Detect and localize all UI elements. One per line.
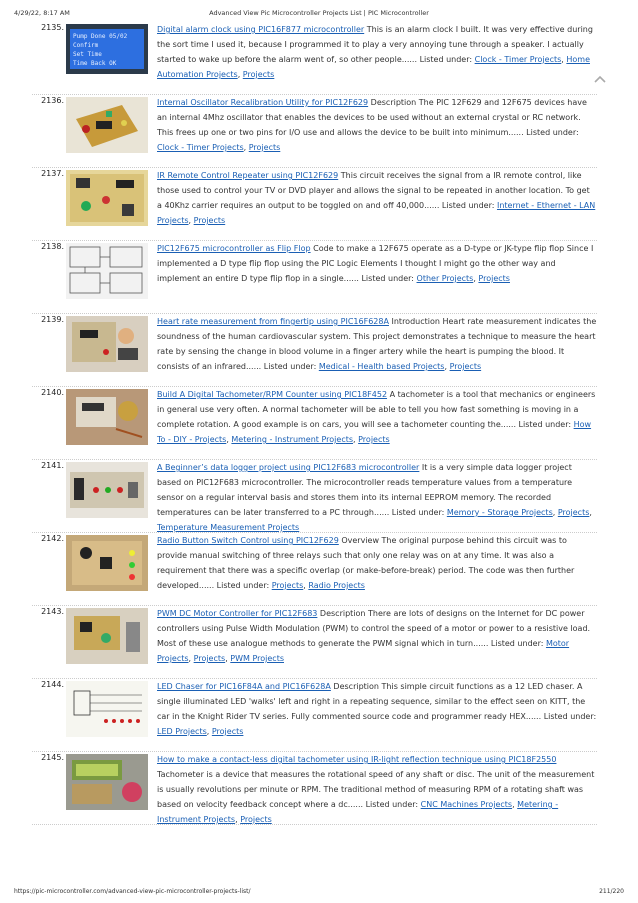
- category-link[interactable]: How To - DIY - Projects: [157, 420, 592, 444]
- category-link[interactable]: Temperature Measurement Projects: [157, 523, 300, 532]
- entry-description: This circuit receives the signal from a IR remote control, like those used to control your TV or DVD player and allows the signal to be repeated in another location. To get a 40Khz carrier requires an output to be toggled on and off 40,000...... Listed under:: [157, 171, 590, 210]
- category-link[interactable]: Projects: [358, 435, 390, 444]
- projects-list: [32, 22, 597, 825]
- entry-title-link[interactable]: Digital alarm clock using PIC16F877 microcontroller: [157, 25, 365, 34]
- list-item: [32, 460, 597, 533]
- category-link[interactable]: PWM Projects: [230, 654, 284, 663]
- entry-text: Digital alarm clock using PIC16F877 microcontroller This is an alarm clock I built. It was very effective during the sort time I used it, because I programmed it to play a very annoying tune through a speaker. I actually started to wake up before the alarm went of, so other people...... Listed under: Clock - Timer Projects, Home Automation Projects, Projects: [157, 25, 593, 79]
- lcd-line-3: Set Time: [73, 51, 102, 58]
- list-item: [32, 314, 597, 387]
- entry-title-link[interactable]: IR Remote Control Repeater using PIC12F629: [157, 171, 339, 180]
- entry-number: 2136.: [41, 96, 64, 105]
- list-item: [32, 533, 597, 606]
- entry-text: Build A Digital Tachometer/RPM Counter using PIC18F452 A tachometer is a tool that mechanics or engineers in general use very often. A normal tachometer will be able to tell you how fast something is moving in a complete rotation. A good example is on cars, you will see a tachometer counting the...... Listed under: How To - DIY - Projects, Metering - Instrument Projects, Projects: [157, 390, 596, 444]
- category-link[interactable]: Motor Projects: [157, 639, 570, 663]
- entry-description: Description This simple circuit functions as a 12 LED chaser. A single illuminated LED 'walks' left and right in a repeating sequence, similar to the effect seen on KITT, the car in the Knight Rider TV series. Fully commented source code and programmer ready HEX...... Listed under:: [157, 682, 597, 721]
- category-link[interactable]: Projects: [271, 581, 304, 590]
- entry-title-link[interactable]: Internal Oscillator Recalibration Utility for PIC12F629: [157, 98, 369, 107]
- category-link[interactable]: Projects: [449, 362, 482, 371]
- category-link[interactable]: Internet - Ethernet - LAN Projects: [157, 201, 596, 225]
- category-link[interactable]: Medical - Health based Projects: [318, 362, 445, 371]
- entry-description: Code to make a 12F675 operate as a D-type or JK-type flip flop Since I implemented a D type flip flop using the PIC Logic Elements I thought I might go the other way and implement an entire D type flip flop in a single...... Listed under:: [157, 244, 594, 283]
- entry-description: Introduction Heart rate measurement indicates the soundness of the human cardiovascular system. This project demonstrates a technique to measure the heart rate by sensing the change in blood volume in a finger artery while the heart is pumping the blood. It consists of an infrared...... Listed under:: [157, 317, 597, 371]
- entry-description: A tachometer is a tool that mechanics or engineers in general use very often. A normal tachometer will be able to tell you how fast something is moving in a complete rotation. A good example is on cars, you will see a tachometer counting the...... Listed under:: [157, 390, 596, 429]
- list-item: [32, 168, 597, 241]
- entry-number: 2138.: [41, 242, 64, 251]
- list-item: [32, 95, 597, 168]
- entry-text: Radio Button Switch Control using PIC12F629 Overview The original purpose behind this circuit was to provide manual switching of three relays such that only one relay was on at any time. It was also a requirement that there was a specific overlap (or make-before-break) period. The code was then further developed...... Listed under: Projects, Radio Projects: [157, 536, 575, 590]
- entry-title-link[interactable]: PIC12F675 microcontroller as Flip Flop: [157, 244, 311, 253]
- category-link[interactable]: CNC Machines Projects: [420, 800, 513, 809]
- print-date: 4/29/22, 8:17 AM: [14, 9, 70, 17]
- entry-title-link[interactable]: Radio Button Switch Control using PIC12F629: [157, 536, 339, 545]
- entry-text: PIC12F675 microcontroller as Flip Flop Code to make a 12F675 operate as a D-type or JK-type flip flop Since I implemented a D type flip flop using the PIC Logic Elements I thought I might go the other way and implement an entire D type flip flop in a single...... Listed under: Other Projects, Projects: [157, 244, 594, 283]
- list-item: [32, 22, 597, 95]
- category-link[interactable]: Clock - Timer Projects: [157, 143, 244, 152]
- print-url: https://pic-microcontroller.com/advanced-view-pic-microcontroller-projects-list/: [14, 888, 251, 895]
- category-link[interactable]: Projects: [193, 654, 226, 663]
- category-link[interactable]: Projects: [248, 143, 281, 152]
- category-link[interactable]: Projects: [193, 216, 226, 225]
- entry-text: Heart rate measurement from fingertip using PIC16F628A Introduction Heart rate measurement indicates the soundness of the human cardiovascular system. This project demonstrates a technique to measure the heart rate by sensing the change in blood volume in a finger artery while the heart is pumping the blood. It consists of an infrared...... Listed under: Medical - Health based Projects, Projects: [157, 317, 597, 371]
- entry-description: It is a very simple data logger project based on PIC12F683 microcontroller. The microcontroller reads temperature values from a temperature sensor on a regular interval basis and stores them into its internal EEPROM memory. The recorded temperatures can be later transferred to a PC through...... Listed under:: [157, 463, 573, 517]
- lcd-line-4: Time Back OK: [73, 60, 117, 67]
- entry-title-link[interactable]: Heart rate measurement from fingertip using PIC16F628A: [157, 317, 389, 326]
- lcd-line-1: Pump Done 05/02: [73, 33, 128, 40]
- list-item: [32, 606, 597, 679]
- list-item: [32, 752, 597, 825]
- category-link[interactable]: Metering - Instrument Projects: [157, 800, 559, 824]
- entry-title-link[interactable]: A Beginner’s data logger project using PIC12F683 microcontroller: [157, 463, 420, 472]
- category-link[interactable]: Radio Projects: [308, 581, 365, 590]
- entry-number: 2144.: [41, 680, 64, 689]
- list-item: [32, 387, 597, 460]
- list-item: [32, 241, 597, 314]
- category-link[interactable]: LED Projects: [157, 727, 207, 736]
- entry-text: IR Remote Control Repeater using PIC12F629 This circuit receives the signal from a IR remote control, like those used to control your TV or DVD player and allows the signal to be repeated in another location. To get a 40Khz carrier requires an output to be toggled on and off 40,000...... Listed under: Internet - Ethernet - LAN Projects, Projects: [157, 171, 596, 225]
- list-item: [32, 679, 597, 752]
- entry-title-link[interactable]: How to make a contact-less digital tachometer using IR-light reflection technique using PIC18F2550: [157, 755, 557, 764]
- category-link[interactable]: Projects: [240, 815, 272, 824]
- page-number: 211/220: [599, 888, 624, 895]
- print-title: Advanced View Pic Microcontroller Projects List | PIC Microcontroller: [209, 9, 429, 17]
- category-link[interactable]: Projects: [242, 70, 275, 79]
- entry-title-link[interactable]: Build A Digital Tachometer/RPM Counter using PIC18F452: [157, 390, 388, 399]
- entry-description: Overview The original purpose behind this circuit was to provide manual switching of three relays such that only one relay was on at any time. It was also a requirement that there was a specific overlap (or make-before-break) period. The code was then further developed...... Listed under:: [157, 536, 575, 590]
- entry-number: 2139.: [41, 315, 64, 324]
- entry-number: 2142.: [41, 534, 64, 543]
- entry-text: Internal Oscillator Recalibration Utility for PIC12F629 Description The PIC 12F629 and 12F675 devices have an internal 4Mhz oscillator that enables the devices to be used without an external crystal or RC network. This frees up one or two pins for I/O use and allows the device to be built into minimum...... Listed under: Clock - Timer Projects, Projects: [157, 98, 587, 152]
- entry-title-link[interactable]: PWM DC Motor Controller for PIC12F683: [157, 609, 318, 618]
- entry-text: How to make a contact-less digital tachometer using IR-light reflection technique using PIC18F2550 Tachometer is a device that measures the rotational speed of any shaft or disc. The unit of the measurement is usually revolutions per minute or RPM. The traditional method of measuring RPM of a rotating shaft was based on velocity feedback concept where a dc...... Listed under: CNC Machines Projects, Metering - Instrument Projects, Projects: [157, 755, 595, 824]
- category-link[interactable]: Other Projects: [416, 274, 474, 283]
- entry-description: This is an alarm clock I built. It was very effective during the sort time I used it, because I programmed it to play a very annoying tune through a speaker. I actually started to wake up before the alarm went of, so other people...... Listed under:: [157, 25, 593, 64]
- entry-description: Tachometer is a device that measures the rotational speed of any shaft or disc. The unit of the measurement is usually revolutions per minute or RPM. The traditional method of measuring RPM of a rotating shaft was based on velocity feedback concept where a dc...... Listed under:: [157, 770, 595, 809]
- entry-title-link[interactable]: LED Chaser for PIC16F84A and PIC16F628A: [157, 682, 331, 691]
- category-link[interactable]: Metering - Instrument Projects: [231, 435, 354, 444]
- entry-number: 2140.: [41, 388, 64, 397]
- entry-number: 2143.: [41, 607, 64, 616]
- entry-text: PWM DC Motor Controller for PIC12F683 Description There are lots of designs on the Internet for DC power controllers using Pulse Width Modulation (PWM) to control the speed of a motor or power to a resistive load. Most of these use analogue methods to generate the PWM signal which in turn...... Listed under: Motor Projects, Projects, PWM Projects: [157, 609, 591, 663]
- entry-text: LED Chaser for PIC16F84A and PIC16F628A Description This simple circuit functions as a 12 LED chaser. A single illuminated LED 'walks' left and right in a repeating sequence, similar to the effect seen on KITT, the car in the Knight Rider TV series. Fully commented source code and programmer ready HEX...... Listed under: LED Projects, Projects: [157, 682, 597, 736]
- category-link[interactable]: Projects: [478, 274, 510, 283]
- entry-number: 2137.: [41, 169, 64, 178]
- category-link[interactable]: Clock - Timer Projects: [474, 55, 562, 64]
- entry-number: 2135.: [41, 23, 64, 32]
- entry-text: A Beginner’s data logger project using PIC12F683 microcontroller It is a very simple data logger project based on PIC12F683 microcontroller. The microcontroller reads temperature values from a temperature sensor on a regular interval basis and stores them into its internal EEPROM memory. The recorded temperatures can be later transferred to a PC through...... Listed under: Memory - Storage Projects, Projects, Temperature Measurement Projects: [157, 463, 592, 532]
- category-link[interactable]: Projects: [211, 727, 244, 736]
- category-link[interactable]: Projects: [557, 508, 590, 517]
- entry-number: 2141.: [41, 461, 64, 470]
- category-link[interactable]: Home Automation Projects: [157, 55, 590, 79]
- entry-description: Description The PIC 12F629 and 12F675 devices have an internal 4Mhz oscillator that enables the devices to be used without an external crystal or RC network. This frees up one or two pins for I/O use and allows the device to be built into minimum...... Listed under:: [157, 98, 587, 137]
- entry-description: Description There are lots of designs on the Internet for DC power controllers using Pulse Width Modulation (PWM) to control the speed of a motor or power to a resistive load. Most of these use analogue methods to generate the PWM signal which in turn...... Listed under:: [157, 609, 591, 648]
- category-link[interactable]: Memory - Storage Projects: [446, 508, 553, 517]
- entry-number: 2145.: [41, 753, 64, 762]
- lcd-line-2: Confirm: [73, 42, 99, 49]
